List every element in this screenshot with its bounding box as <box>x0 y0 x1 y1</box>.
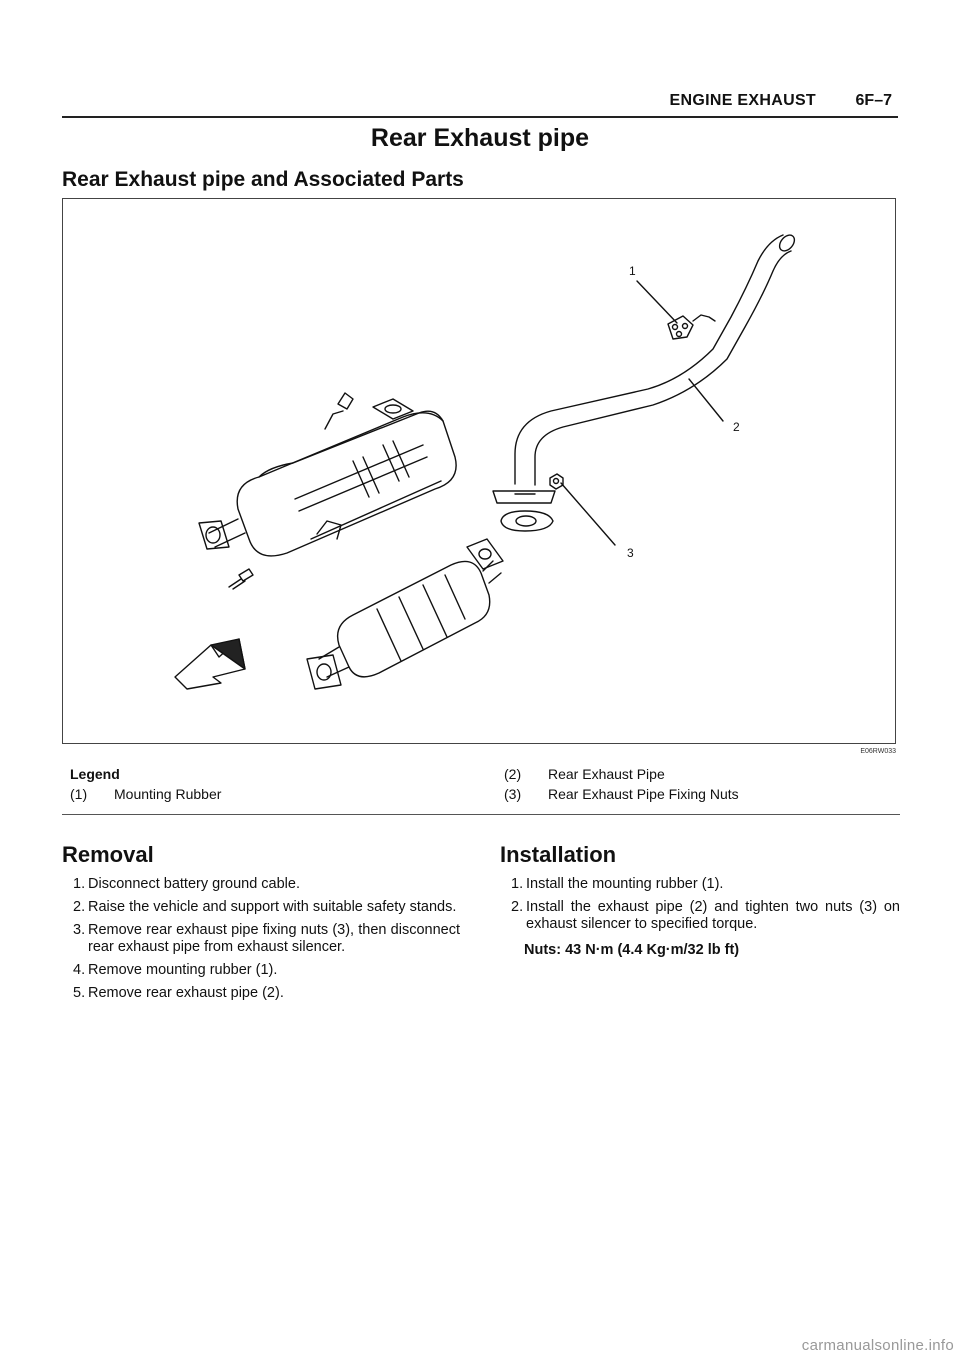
removal-heading: Removal <box>62 842 154 867</box>
step-number: 1. <box>73 876 86 892</box>
gasket <box>501 511 553 531</box>
step-text: Disconnect battery ground cable. <box>88 876 300 892</box>
callout-label-1: 1 <box>629 264 636 278</box>
page-header <box>62 88 898 118</box>
mounting-rubber <box>668 315 715 339</box>
step-text: Raise the vehicle and support with suitable safety stands. <box>88 899 457 915</box>
legend-item <box>496 786 739 802</box>
step-number: 2. <box>511 899 524 915</box>
exhaust-illustration <box>63 199 897 745</box>
step-text: Install the mounting rubber (1). <box>526 876 724 892</box>
legend-item-number: (2) <box>504 766 522 782</box>
figure-code: E06RW033 <box>860 748 896 755</box>
page-number: 6F–7 <box>855 92 892 109</box>
step-number: 5. <box>73 985 86 1001</box>
legend-item <box>496 766 665 782</box>
list-item <box>500 899 900 933</box>
installation-heading: Installation <box>500 842 617 867</box>
legend-item-label: Rear Exhaust Pipe <box>548 766 665 782</box>
section-title: ENGINE EXHAUST <box>669 92 816 109</box>
step-number: 4. <box>73 962 86 978</box>
exhaust-diagram <box>62 198 896 744</box>
list-item <box>62 962 460 979</box>
torque-spec: Nuts: 43 N·m (4.4 Kg·m/32 lb ft) <box>524 942 740 958</box>
step-text: Remove mounting rubber (1). <box>88 962 278 978</box>
step-text: Install the exhaust pipe (2) and tighten two nuts (3) on exhaust silencer to specified torque. <box>526 899 900 932</box>
step-number: 3. <box>73 922 86 938</box>
legend-item-number: (3) <box>504 786 522 802</box>
legend-item-number: (1) <box>70 786 88 802</box>
page-title: Rear Exhaust pipe <box>370 124 590 152</box>
list-item <box>62 922 460 956</box>
list-item <box>62 899 460 916</box>
installation-steps <box>500 876 900 939</box>
legend-item <box>62 786 221 802</box>
callout-line-3 <box>561 483 615 545</box>
legend-item-label: Rear Exhaust Pipe Fixing Nuts <box>548 786 739 802</box>
list-item <box>62 876 460 893</box>
step-number: 1. <box>511 876 524 892</box>
step-text: Remove rear exhaust pipe (2). <box>88 985 284 1001</box>
callout-line-1 <box>637 281 677 323</box>
site-watermark: carmanualsonline.info <box>801 1337 954 1354</box>
fixing-nut <box>550 474 563 489</box>
list-item <box>62 985 460 1002</box>
callout-label-3: 3 <box>627 546 634 560</box>
figure-heading: Rear Exhaust pipe and Associated Parts <box>62 168 464 191</box>
legend <box>62 764 900 815</box>
main-silencer <box>199 393 456 589</box>
rear-exhaust-pipe <box>493 232 797 503</box>
step-text: Remove rear exhaust pipe fixing nuts (3), then disconnect rear exhaust pipe from exhaust silencer. <box>88 922 460 955</box>
front-silencer <box>307 539 503 689</box>
list-item <box>500 876 900 893</box>
legend-title: Legend <box>70 766 120 782</box>
front-direction-arrow <box>175 639 245 689</box>
step-number: 2. <box>73 899 86 915</box>
removal-steps <box>62 876 460 1008</box>
callout-line-2 <box>689 379 723 421</box>
callout-label-2: 2 <box>733 420 740 434</box>
legend-item-label: Mounting Rubber <box>114 786 222 802</box>
